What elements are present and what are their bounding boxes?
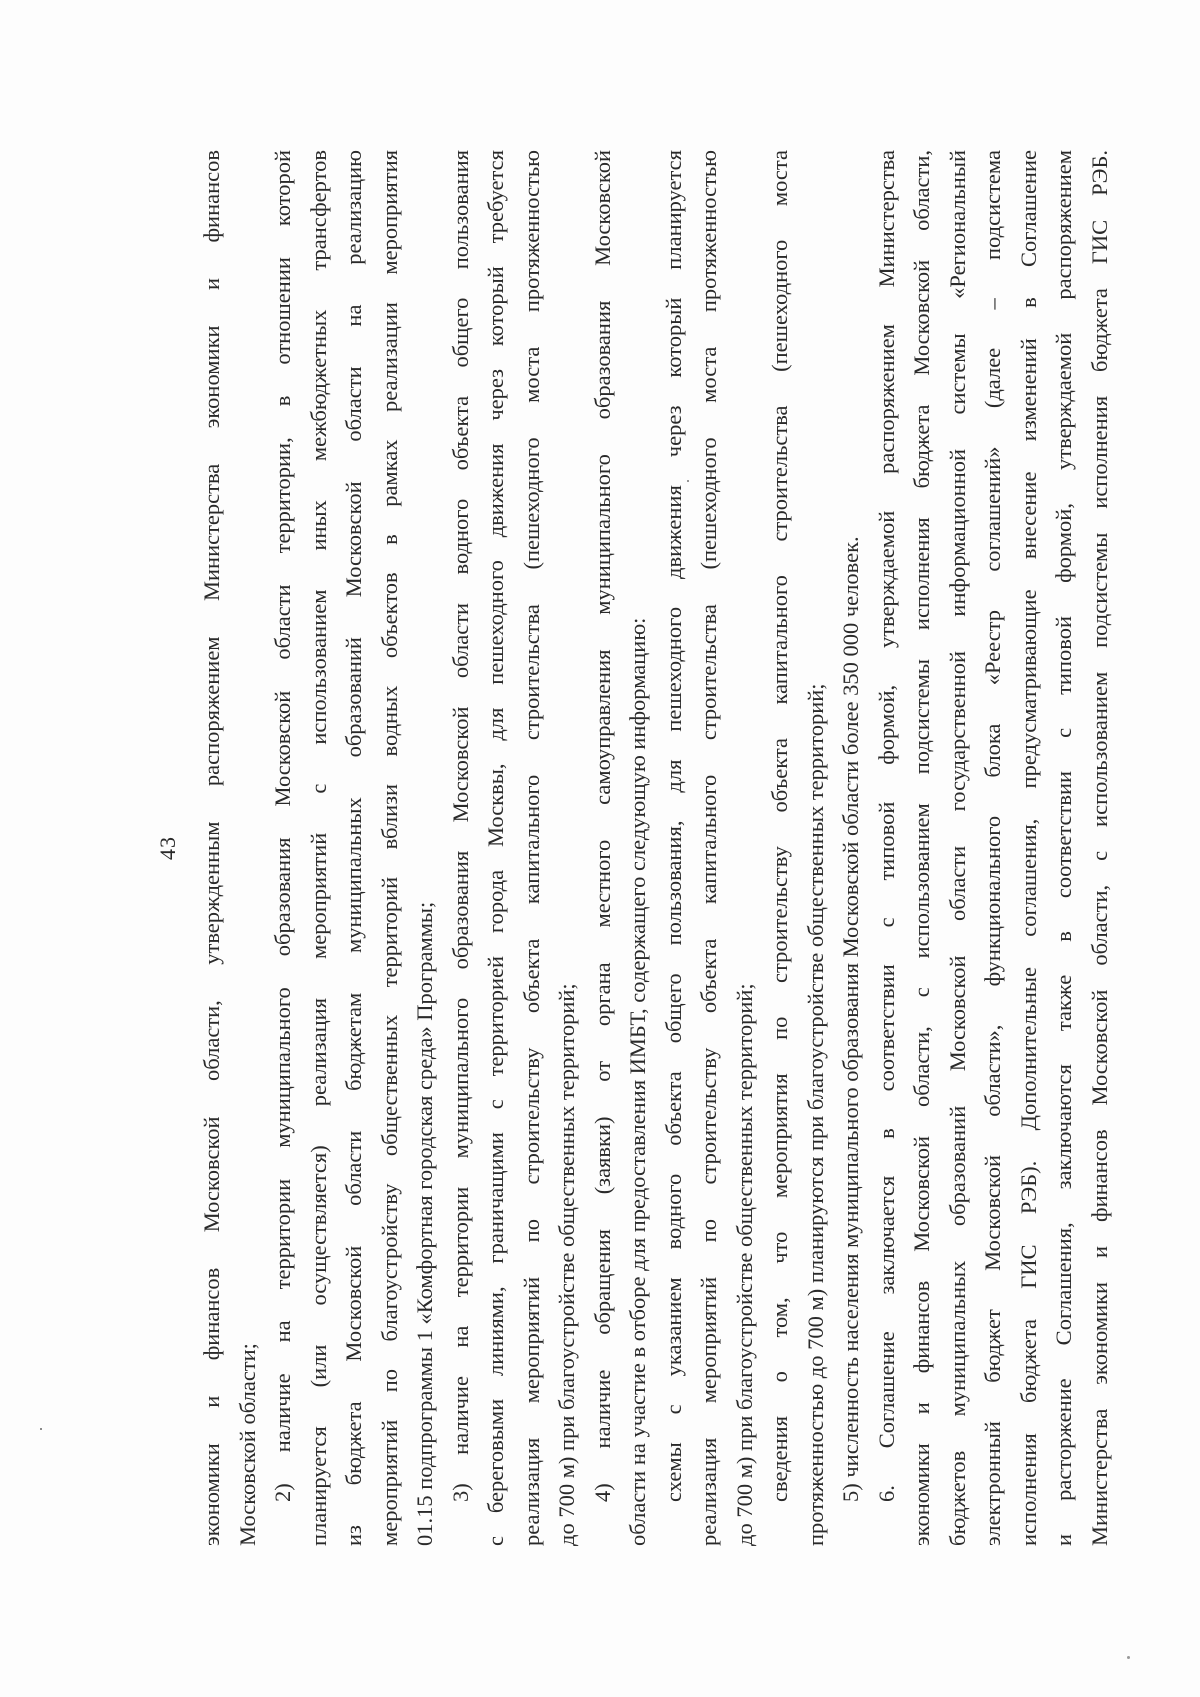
text-line: планируется (или осуществляется) реализация мероприятий с использованием иных межбюджетных трансфертов	[305, 150, 331, 1546]
text-line: Министерства экономики и финансов Московской области, с использованием подсистемы исполнения бюджета ГИС РЭБ.	[1086, 150, 1112, 1546]
text-line: экономики и финансов Московской области, с использованием подсистемы исполнения бюджета Московской области,	[909, 150, 934, 1546]
text-line: сведения о том, что мероприятия по строительству объекта капитального строительства (пешеходного моста	[767, 150, 792, 1502]
text-line: бюджетов муниципальных образований Московской области государственной информационной системы «Региональный	[944, 150, 970, 1546]
page-number: 43	[155, 836, 180, 860]
text-line: с береговыми линиями, граничащими с территорией города Москвы, для пешеходного движения через который требуется	[483, 150, 508, 1546]
rotated-page-content	[150, 128, 1112, 1568]
text-line: 01.15 подпрограммы 1 «Комфортная городская среда» Программы;	[412, 901, 437, 1546]
text-line: до 700 м) при благоустройстве общественных территорий;	[731, 983, 757, 1546]
scan-speck	[1127, 1656, 1130, 1659]
text-line: 6. Соглашение заключается в соответствии с типовой формой, утверждаемой распоряжением Министерства	[873, 150, 899, 1502]
text-line: Московской области;	[234, 1343, 260, 1546]
text-line: из бюджета Московской области бюджетам муниципальных образований Московской области на реализацию	[341, 150, 366, 1546]
text-line: экономики и финансов Московской области, утвержденным распоряжением Министерства экономики и финансов	[199, 150, 224, 1546]
text-line: 3) наличие на территории муниципального образования Московской области водного объекта общего пользования	[447, 150, 473, 1502]
text-line: электронный бюджет Московской области», функционального блока «Реестр соглашений» (далее – подсистема	[980, 150, 1005, 1546]
text-line: 4) наличие обращения (заявки) от органа местного самоуправления муниципального образования Московской	[589, 150, 615, 1502]
text-line: реализация мероприятий по строительству объекта капитального строительства (пешеходного моста протяженностью	[696, 150, 721, 1546]
document-body	[194, 150, 1117, 1546]
text-line: 5) численность населения муниципального образования Московской области более 350 000 человек.	[838, 536, 863, 1502]
text-line: мероприятий по благоустройству общественных территорий вблизи водных объектов в рамках реализации мероприятия	[376, 150, 402, 1546]
text-line: до 700 м) при благоустройстве общественных территорий;	[554, 983, 579, 1546]
text-line: схемы с указанием водного объекта общего пользования, для пешеходного движения через который планируется	[660, 150, 686, 1502]
text-line: и расторжение Соглашения, заключаются также в соответствии с типовой формой, утверждаемой распоряжением	[1051, 150, 1076, 1546]
text-line: области на участие в отборе для предоставления ИМБТ, содержащего следующую информацию:	[625, 617, 650, 1546]
text-line: 2) наличие на территории муниципального образования Московской области территории, в отношении которой	[270, 150, 295, 1502]
text-line: исполнения бюджета ГИС РЭБ). Дополнительные соглашения, предусматривающие внесение изменений в Соглашение	[1015, 150, 1041, 1546]
scan-speck	[40, 1428, 42, 1430]
scan-speck	[687, 480, 689, 482]
text-line: реализация мероприятий по строительству объекта капитального строительства (пешеходного моста протяженностью	[518, 150, 544, 1546]
text-line: протяженностью до 700 м) планируются при благоустройстве общественных территорий;	[802, 683, 828, 1546]
